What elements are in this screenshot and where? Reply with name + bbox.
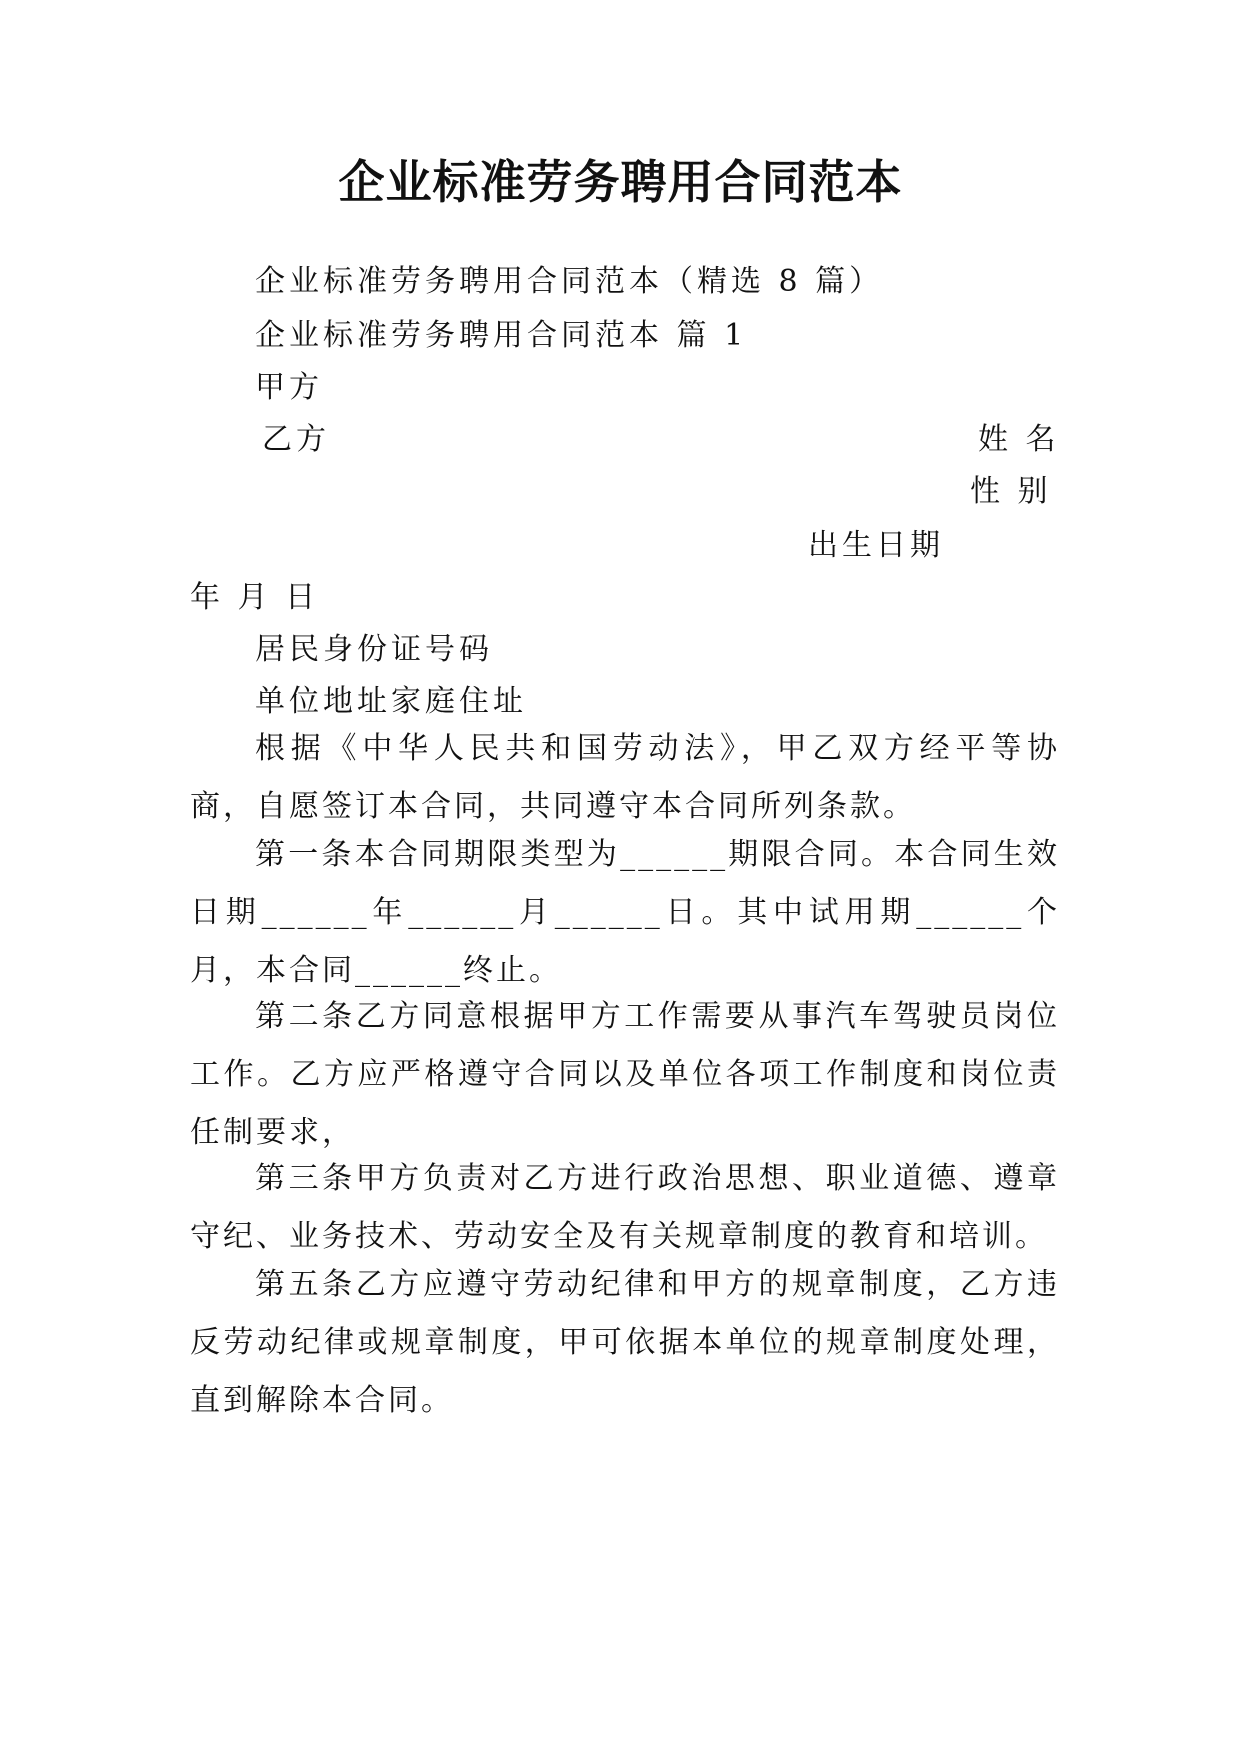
paragraph-article-5: 第五条乙方应遵守劳动纪律和甲方的规章制度，乙方违反劳动纪律或规章制度，甲可依据本单位的规章制度处理，直到解除本合同。 [190, 1267, 1060, 1418]
document-subtitle: 企业标准劳务聘用合同范本（精选 8 篇） [255, 264, 884, 299]
birth-date-label: 出生日期 [808, 528, 944, 563]
party-b-label: 乙方 [262, 422, 330, 457]
name-field-label: 姓 名 [978, 422, 1060, 457]
document-title: 企业标准劳务聘用合同范本 [338, 155, 903, 209]
paragraph-article-3: 第三条甲方负责对乙方进行政治思想、职业道德、遵章守纪、业务技术、劳动安全及有关规章制度的教育和培训。 [190, 1161, 1060, 1254]
id-number-label: 居民身份证号码 [255, 632, 493, 667]
party-a-label: 甲方 [255, 370, 323, 405]
paragraph-preamble: 根据《中华人民共和国劳动法》，甲乙双方经平等协商，自愿签订本合同，共同遵守本合同所列条款。 [190, 731, 1060, 824]
paragraph-article-2: 第二条乙方同意根据甲方工作需要从事汽车驾驶员岗位工作。乙方应严格遵守合同以及单位各项工作制度和岗位责任制要求， [190, 999, 1060, 1150]
address-label: 单位地址家庭住址 [255, 684, 527, 719]
paragraph-article-1: 第一条本合同期限类型为______期限合同。本合同生效日期______年______月______日。其中试用期______个月，本合同______终止。 [190, 837, 1060, 988]
section-heading: 企业标准劳务聘用合同范本 篇 1 [255, 318, 748, 353]
date-field-label: 年 月 日 [190, 580, 320, 615]
sex-field-label: 性 别 [970, 474, 1052, 509]
